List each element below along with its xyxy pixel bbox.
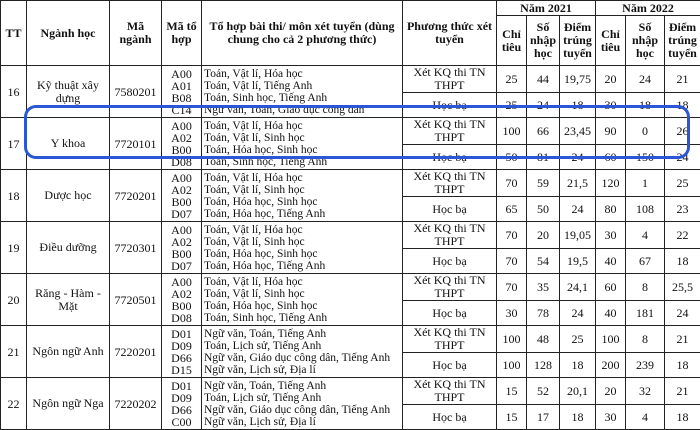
major-code: 7220202: [110, 378, 162, 430]
enrolled-2021: 81: [527, 145, 560, 170]
combo-subject: Ngữ văn, Toán, Tiếng Anh: [204, 380, 400, 392]
enrolled-2021: 48: [527, 326, 560, 353]
score-2022: 22: [665, 222, 700, 249]
header-quota-2021: Chỉ tiêu: [497, 16, 527, 66]
admission-method: Xét KQ thi TN THPT: [403, 170, 497, 197]
score-2022: 25: [665, 170, 700, 197]
combo-code: D09: [164, 392, 199, 404]
combo-subject: Toán, Lịch sử, Tiếng Anh: [204, 392, 400, 404]
major-name: Điều dưỡng: [27, 222, 110, 274]
enrolled-2022: 4: [626, 222, 665, 249]
combo-codes: [162, 222, 202, 274]
admission-method: Xét KQ thi TN THPT: [403, 66, 497, 93]
combo-subject: Toán, Vật lí, Tiếng Anh: [204, 80, 400, 92]
score-2021: 19,75: [560, 66, 596, 93]
header-quota-2022: Chỉ tiêu: [596, 16, 626, 66]
table-row: [1, 274, 700, 301]
enrolled-2022: 24: [626, 66, 665, 93]
combo-subject: Toán, Lịch sử, Tiếng Anh: [204, 340, 400, 352]
header-method: Phương thức xét tuyển: [403, 1, 497, 66]
score-2021: 19,05: [560, 222, 596, 249]
combo-code: B00: [164, 196, 199, 208]
score-2022: 24: [665, 145, 700, 170]
quota-2021: 50: [497, 145, 527, 170]
enrolled-2021: 24: [527, 93, 560, 118]
quota-2021: 70: [497, 222, 527, 249]
score-2021: 23,45: [560, 118, 596, 145]
combo-subject: Toán, Sinh học, Tiếng Anh: [204, 92, 400, 104]
enrolled-2021: 54: [527, 249, 560, 274]
quota-2022: 120: [596, 170, 626, 197]
combo-subject: Toán, Vật lí, Hóa học: [204, 120, 400, 132]
major-name: Ngôn ngữ Nga: [27, 378, 110, 430]
combo-subjects: [202, 378, 403, 430]
combo-codes: [162, 118, 202, 170]
combo-subject: Toán, Hóa học, Sinh học: [204, 248, 400, 260]
header-combo-code: Mã tổ hợp: [162, 1, 202, 66]
header-enrolled-2021: Số nhập học: [527, 16, 560, 66]
header-major: Ngành học: [27, 1, 110, 66]
admission-method: Học bạ: [403, 145, 497, 170]
enrolled-2022: 181: [626, 301, 665, 326]
major-name: Ngôn ngữ Anh: [27, 326, 110, 378]
score-2022: 18: [665, 405, 700, 430]
combo-code: A00: [164, 172, 199, 184]
combo-subjects: [202, 66, 403, 118]
enrolled-2021: 128: [527, 353, 560, 378]
combo-subjects: [202, 274, 403, 326]
major-code: 7720501: [110, 274, 162, 326]
combo-code: B00: [164, 300, 199, 312]
score-2022: 26: [665, 118, 700, 145]
combo-subject: Toán, Vật lí, Sinh học: [204, 288, 400, 300]
quota-2022: 40: [596, 301, 626, 326]
quota-2021: 70: [497, 249, 527, 274]
score-2022: 21: [665, 66, 700, 93]
combo-code: A00: [164, 120, 199, 132]
combo-subject: Toán, Hóa học, Tiếng Anh: [204, 208, 400, 220]
combo-codes: [162, 326, 202, 378]
score-2022: 25,5: [665, 274, 700, 301]
enrolled-2021: 59: [527, 170, 560, 197]
score-2021: 18: [560, 405, 596, 430]
score-2022: 18: [665, 249, 700, 274]
enrolled-2021: 44: [527, 66, 560, 93]
admission-method: Học bạ: [403, 405, 497, 430]
header-year-2021: Năm 2021: [497, 1, 596, 16]
header-score-2022: Điểm trúng tuyển: [665, 16, 700, 66]
score-2021: 20,1: [560, 378, 596, 405]
major-name: Kỹ thuật xây dựng: [27, 66, 110, 118]
row-tt: 20: [1, 274, 27, 326]
quota-2022: 30: [596, 222, 626, 249]
quota-2022: 30: [596, 405, 626, 430]
header-score-2021: Điểm trúng tuyển: [560, 16, 596, 66]
enrolled-2022: 18: [626, 93, 665, 118]
admission-method: Học bạ: [403, 353, 497, 378]
combo-code: A00: [164, 224, 199, 236]
quota-2021: 70: [497, 274, 527, 301]
enrolled-2021: 35: [527, 274, 560, 301]
quota-2021: 100: [497, 326, 527, 353]
enrolled-2021: 66: [527, 118, 560, 145]
quota-2022: 90: [596, 118, 626, 145]
score-2021: 18: [560, 353, 596, 378]
major-code: 7720201: [110, 170, 162, 222]
combo-code: B08: [164, 92, 199, 104]
combo-code: D15: [164, 364, 199, 376]
combo-subjects: [202, 118, 403, 170]
admission-method: Xét KQ thi TN THPT: [403, 326, 497, 353]
admission-method: Xét KQ thi TN THPT: [403, 118, 497, 145]
combo-code: D07: [164, 208, 199, 220]
combo-subject: Ngữ văn, Giáo dục công dân, Tiếng Anh: [204, 404, 400, 416]
enrolled-2022: 4: [626, 405, 665, 430]
combo-subject: Toán, Hóa học, Sinh học: [204, 196, 400, 208]
enrolled-2022: 32: [626, 378, 665, 405]
enrolled-2022: 8: [626, 326, 665, 353]
admission-method: Học bạ: [403, 93, 497, 118]
combo-subject: Toán, Vật lí, Sinh học: [204, 236, 400, 248]
row-tt: 19: [1, 222, 27, 274]
score-2021: 21,5: [560, 170, 596, 197]
table-row: [1, 326, 700, 353]
combo-code: C14: [164, 104, 199, 116]
row-tt: 18: [1, 170, 27, 222]
combo-code: C00: [164, 416, 199, 428]
major-name: Răng - Hàm - Mặt: [27, 274, 110, 326]
combo-code: D08: [164, 156, 199, 168]
combo-code: D01: [164, 380, 199, 392]
admission-method: Xét KQ thi TN THPT: [403, 378, 497, 405]
quota-2021: 25: [497, 93, 527, 118]
quota-2022: 20: [596, 66, 626, 93]
score-2022: 23: [665, 197, 700, 222]
admission-method: Học bạ: [403, 249, 497, 274]
combo-subject: Toán, Vật lí, Hóa học: [204, 276, 400, 288]
combo-subject: Ngữ văn, Toán, Giáo dục công dân: [204, 104, 400, 116]
quota-2022: 30: [596, 93, 626, 118]
major-code: 7720101: [110, 118, 162, 170]
table-row: [1, 378, 700, 405]
score-2022: 21: [665, 326, 700, 353]
quota-2022: 200: [596, 353, 626, 378]
enrolled-2022: 239: [626, 353, 665, 378]
combo-subject: Toán, Hóa học, Sinh học: [204, 300, 400, 312]
header-year-2022: Năm 2022: [596, 1, 700, 16]
quota-2022: 40: [596, 249, 626, 274]
combo-code: D07: [164, 260, 199, 272]
admission-method: Học bạ: [403, 197, 497, 222]
score-2022: 21: [665, 378, 700, 405]
combo-subject: Toán, Sinh học, Tiếng Anh: [204, 156, 400, 168]
combo-code: A02: [164, 288, 199, 300]
enrolled-2022: 1: [626, 170, 665, 197]
combo-codes: [162, 274, 202, 326]
score-2022: 18: [665, 353, 700, 378]
score-2022: 24: [665, 301, 700, 326]
enrolled-2022: 108: [626, 197, 665, 222]
enrolled-2022: 67: [626, 249, 665, 274]
row-tt: 21: [1, 326, 27, 378]
enrolled-2022: 150: [626, 145, 665, 170]
combo-code: D08: [164, 312, 199, 324]
header-combo-subjects: Tổ hợp bài thi/ môn xét tuyển (dùng chung cho cả 2 phương thức): [202, 1, 403, 66]
combo-subject: Toán, Vật lí, Sinh học: [204, 132, 400, 144]
combo-subject: Ngữ văn, Giáo dục công dân, Tiếng Anh: [204, 352, 400, 364]
quota-2021: 15: [497, 378, 527, 405]
score-2021: 18: [560, 93, 596, 118]
combo-code: A02: [164, 132, 199, 144]
combo-code: A00: [164, 276, 199, 288]
quota-2021: 100: [497, 118, 527, 145]
quota-2021: 30: [497, 301, 527, 326]
major-name: Dược học: [27, 170, 110, 222]
admission-method: Xét KQ thi TN THPT: [403, 274, 497, 301]
combo-subject: Toán, Sinh học, Tiếng Anh: [204, 312, 400, 324]
major-name: Y khoa: [27, 118, 110, 170]
score-2021: 24,1: [560, 274, 596, 301]
combo-subject: Toán, Vật lí, Sinh học: [204, 184, 400, 196]
header-code: Mã ngành: [110, 1, 162, 66]
table-row: [1, 170, 700, 197]
combo-code: A02: [164, 184, 199, 196]
major-code: 7580201: [110, 66, 162, 118]
combo-code: A02: [164, 236, 199, 248]
score-2022: 18: [665, 93, 700, 118]
combo-subject: Ngữ văn, Toán, Tiếng Anh: [204, 328, 400, 340]
combo-codes: [162, 170, 202, 222]
quota-2022: 60: [596, 145, 626, 170]
quota-2022: 100: [596, 326, 626, 353]
enrolled-2021: 52: [527, 378, 560, 405]
enrolled-2021: 50: [527, 197, 560, 222]
quota-2022: 20: [596, 378, 626, 405]
combo-code: B00: [164, 248, 199, 260]
enrolled-2021: 20: [527, 222, 560, 249]
combo-code: D01: [164, 328, 199, 340]
score-2021: 25: [560, 326, 596, 353]
score-2021: 24: [560, 301, 596, 326]
combo-subject: Ngữ văn, Lịch sử, Địa lí: [204, 364, 400, 376]
combo-subject: Toán, Vật lí, Hóa học: [204, 172, 400, 184]
admission-method: Học bạ: [403, 301, 497, 326]
combo-subject: Toán, Vật lí, Hóa học: [204, 224, 400, 236]
score-2021: 24: [560, 197, 596, 222]
combo-subject: Toán, Hóa học, Tiếng Anh: [204, 260, 400, 272]
row-tt: 17: [1, 118, 27, 170]
enrolled-2021: 17: [527, 405, 560, 430]
combo-code: D66: [164, 352, 199, 364]
quota-2022: 60: [596, 274, 626, 301]
combo-subject: Ngữ văn, Lịch sử, Địa lí: [204, 416, 400, 428]
table-row: [1, 118, 700, 145]
major-code: 7220201: [110, 326, 162, 378]
row-tt: 22: [1, 378, 27, 430]
combo-subject: Toán, Hóa học, Sinh học: [204, 144, 400, 156]
combo-code: A00: [164, 68, 199, 80]
header-enrolled-2022: Số nhập học: [626, 16, 665, 66]
quota-2021: 70: [497, 170, 527, 197]
score-2021: 19,5: [560, 249, 596, 274]
header-tt: TT: [1, 1, 27, 66]
combo-code: B00: [164, 144, 199, 156]
combo-code: D09: [164, 340, 199, 352]
admission-method: Xét KQ thi TN THPT: [403, 222, 497, 249]
combo-code: D66: [164, 404, 199, 416]
enrolled-2022: 0: [626, 118, 665, 145]
combo-code: A01: [164, 80, 199, 92]
combo-subject: Toán, Vật lí, Hóa học: [204, 68, 400, 80]
combo-codes: [162, 66, 202, 118]
score-2021: 24: [560, 145, 596, 170]
quota-2021: 15: [497, 405, 527, 430]
major-code: 7720301: [110, 222, 162, 274]
combo-subjects: [202, 326, 403, 378]
table-row: [1, 222, 700, 249]
table-row: [1, 66, 700, 93]
quota-2021: 25: [497, 66, 527, 93]
enrolled-2022: 8: [626, 274, 665, 301]
quota-2022: 80: [596, 197, 626, 222]
quota-2021: 65: [497, 197, 527, 222]
quota-2021: 100: [497, 353, 527, 378]
combo-codes: [162, 378, 202, 430]
combo-subjects: [202, 170, 403, 222]
combo-subjects: [202, 222, 403, 274]
enrolled-2021: 78: [527, 301, 560, 326]
row-tt: 16: [1, 66, 27, 118]
